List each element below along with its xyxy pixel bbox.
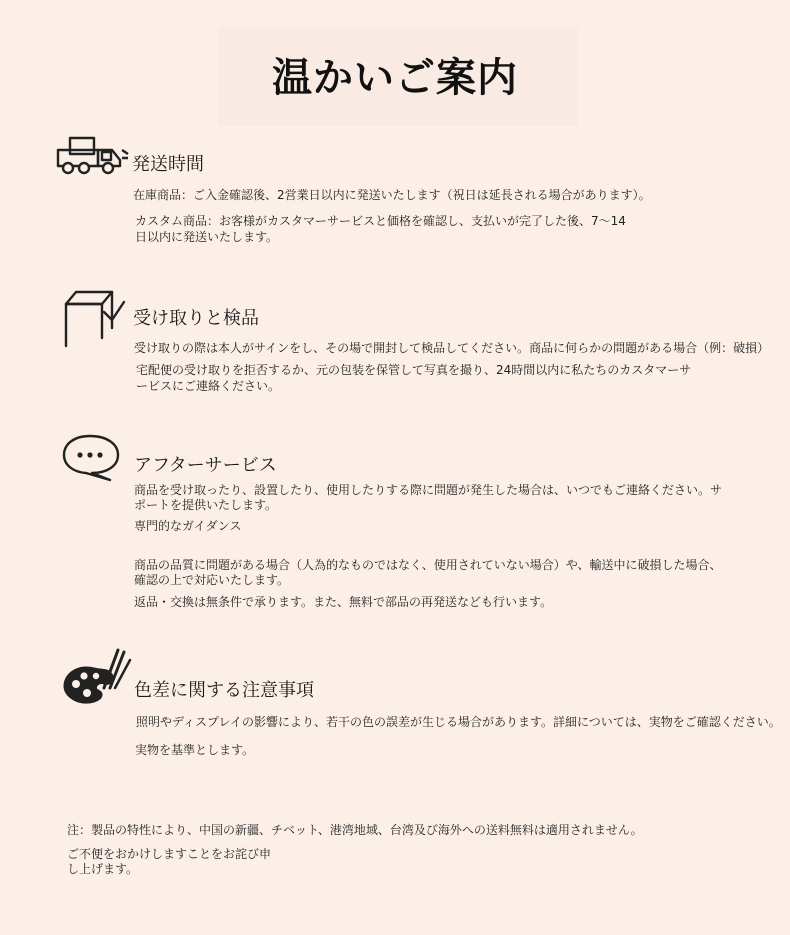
receiving-line-2: 宅配便の受け取りを拒否するか、元の包装を保管して写真を撮り、24時間以内に私たちのカスタマーサ	[136, 363, 692, 377]
truck-icon	[56, 136, 130, 178]
after-service-line-3: 専門的なガイダンス	[134, 519, 242, 533]
section-heading-receiving: 受け取りと検品	[133, 308, 259, 329]
after-service-line-4: 商品の品質に問題がある場合（人為的なものではなく、使用されていない場合）や、輸送中に破損した場合、	[134, 558, 722, 572]
section-heading-shipping: 発送時間	[132, 154, 204, 175]
shipping-line-3: 日以内に発送いたします。	[135, 230, 279, 244]
page-title: 温かいご案内	[272, 55, 518, 101]
section-heading-color-difference: 色差に関する注意事項	[134, 680, 314, 701]
footer-apology-line-2: し上げます。	[67, 862, 139, 876]
receiving-line-1: 受け取りの際は本人がサインをし、その場で開封して検品してください。商品に何らかの問題がある場合（例：破損）	[134, 341, 770, 355]
palette-icon	[60, 644, 134, 710]
after-service-line-5: 確認の上で対応いたします。	[134, 573, 290, 587]
chat-bubble-icon	[60, 432, 122, 482]
color-difference-line-1: 照明やディスプレイの影響により、若干の色の誤差が生じる場合があります。詳細については、実物をご確認ください。	[136, 715, 781, 729]
after-service-line-6: 返品・交換は無条件で承ります。また、無料で部品の再発送なども行います。	[134, 595, 553, 609]
after-service-line-2: ポートを提供いたします。	[134, 498, 278, 512]
section-heading-after-service: アフターサービス	[134, 455, 277, 476]
shipping-line-2: カスタム商品：お客様がカスタマーサービスと価格を確認し、支払いが完了した後、7〜14	[135, 214, 626, 228]
footer-note: 注：製品の特性により、中国の新疆、チベット、港湾地域、台湾及び海外への送料無料は適用されません。	[67, 823, 643, 837]
color-difference-line-2: 実物を基準とします。	[135, 743, 255, 757]
receiving-line-3: ービスにご連絡ください。	[136, 379, 281, 393]
box-check-icon	[60, 288, 128, 350]
shipping-line-1: 在庫商品：ご入金確認後、2営業日以内に発送いたします（祝日は延長される場合があります）。	[133, 188, 651, 202]
after-service-line-1: 商品を受け取ったり、設置したり、使用したりする際に問題が発生した場合は、いつでもご連絡ください。サ	[134, 483, 723, 497]
footer-apology-line-1: ご不便をおかけしますことをお詫び申	[67, 847, 272, 861]
